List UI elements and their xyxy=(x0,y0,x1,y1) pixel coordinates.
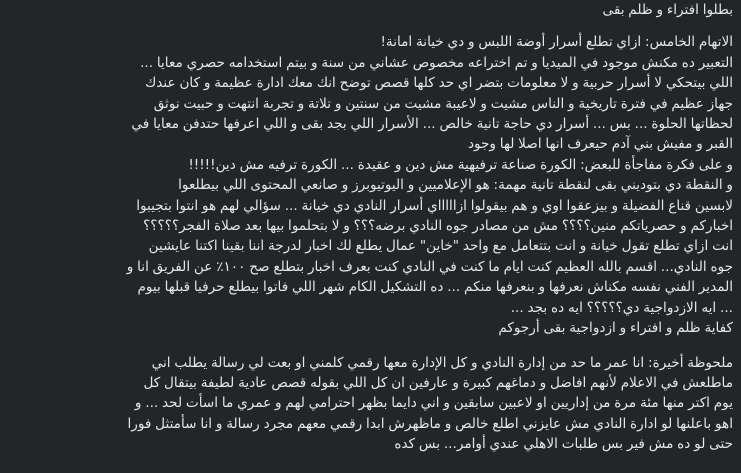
text-line: جوه النادي... اقسم بالله العظيم كنت ايام ما كنت في النادي كنت بعرف اخبار بتطلع صح ١٠٠٪ عن الفريق انا و xyxy=(126,258,733,275)
text-line: و على فكرة مفاجأة للبعض: الكورة صناعة ترفيهية مش دين و عقيدة ... الكورة ترفيه مش دين!!!!! xyxy=(188,156,733,173)
text-line: القبر و مفيش بني آدم حيعرف انها اصلا لها وجود xyxy=(467,136,733,153)
text-line: اخباركم و حصرياتكم منين؟؟؟؟ مش من مصادر جوه النادي برضه؟؟؟ و لا بتحلموا بيها بعد صلاة الفجر؟؟؟؟؟ xyxy=(143,218,733,235)
paragraph-gap xyxy=(4,339,733,353)
paragraph-intro-end xyxy=(4,0,733,20)
text-line: اهو باعلنها لو ادارة النادي مش عايزني اطلع خالص و ماظهرش ابدا رقمي معهم مجرد رسالة و انا سأمتثل فورا xyxy=(127,415,733,432)
text-line: المدير الفني نفسه مكناش نعرفها و بنعرفها منكم ... ده التشكيل الكام شهر اللي فاتوا بيطلع حرفيا قبلها بيوم xyxy=(137,279,733,296)
text-line: لحظاتها الحلوة ... بس ... أسرار دي حاجة تانية خالص ... الأسرار اللي بجد بقى و اللي اعرفها حتدفن معايا في xyxy=(131,116,733,133)
text-line: اللي بيتحكي لا أسرار حربية و لا معلومات بتضر اي حد كلها قصص توضح انك معك ادارة عظيمة و كان عندك xyxy=(145,75,733,92)
text-line: التعبير ده مكنش موجود في الميديا و تم اختراعه مخصوص عشاني من سنة و بيتم استخدامه حصري معايا ... xyxy=(140,54,733,71)
text-line: و النقطة دي بتوديني بقى لنقطة تانية مهمة: هو الإعلاميين و اليوتيوبرز و صانعي المحتوى اللي بيطلعوا xyxy=(178,177,733,194)
text-line: ... ايه الازدواجية دي؟؟؟؟؟ ايه ده بجد ... xyxy=(510,299,733,316)
paragraph-heading: ملحوظة أخيرة: انا عمر ما حد من إدارة النادي و كل الإدارة معها رقمي كلمني او بعت لي رسالة يطلب اني xyxy=(151,354,733,371)
text-line: ماطلعش في الاعلام لأنهم افاضل و دماغهم كبيرة و عارفين ان كل اللي بقوله قصص عادية لطيفة بيتقال كل xyxy=(143,374,733,391)
text-line: كفاية ظلم و افتراء و ازدواجية بقى أرجوكم xyxy=(498,320,733,337)
text-line: لابسين قناع الفضيلة و بيزعقوا اوي و هم بيقولوا ازاااااي أسرار النادي دي خيانة ... سؤالي لهم هو انتوا بتجيبوا xyxy=(136,197,733,214)
paragraph-gap xyxy=(4,20,733,32)
text-line: انت ازاي تطلع تقول خيانة و انت بتتعامل مع واحد "خاين" عمال يطلع لك اخبار لدرجة اننا بقينا اكتنا عايشين xyxy=(148,238,733,255)
text-line: حتى لو ده مش فير بس طلبات الاهلي عندي أوامر... بس كده xyxy=(394,436,733,453)
text-line: يوم اكتر منها مئة مرة من إداريين او لاعبين سابقين و اني دايما بظهر احترامي لهم و عمري ما اسأت لحد ... و xyxy=(134,395,733,412)
post-body-text xyxy=(4,0,733,455)
text-line: جهاز عظيم في فترة تاريخية و الناس مشيت و لاعيبة مشيت من سنتين و تلاتة و تجربة انتهت و حبيت نوثق xyxy=(153,95,733,112)
paragraph-accusation-5 xyxy=(4,32,733,338)
paragraph-final-note xyxy=(4,353,733,455)
text-line: بطلوا افتراء و ظلم بقى xyxy=(602,2,733,18)
paragraph-heading: الاتهام الخامس: ازاي تطلع أسرار أوضة اللبس و دي خيانة امانة! xyxy=(380,34,733,51)
